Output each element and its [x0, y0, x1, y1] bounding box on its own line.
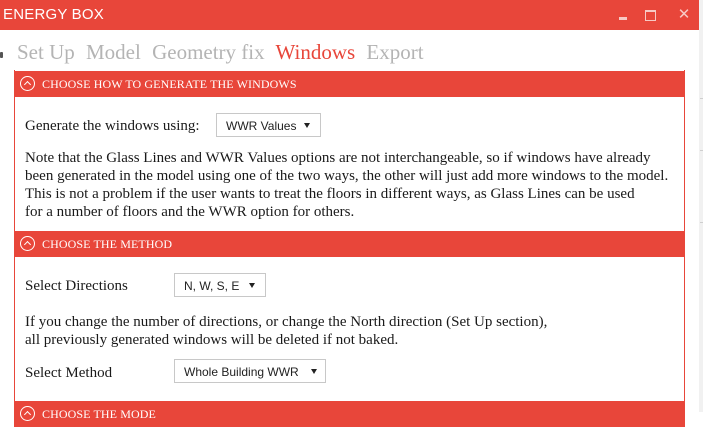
- chevron-up-icon: [20, 406, 35, 421]
- method-dropdown[interactable]: [174, 359, 326, 383]
- note-line: for a number of floors and the WWR option for others.: [25, 204, 355, 220]
- dropdown-value: N, W, S, E: [184, 279, 240, 293]
- note-line: been generated in the model using one of the two ways, the other will just add more windows to the model.: [25, 168, 669, 184]
- chevron-down-icon: [304, 123, 310, 128]
- chevron-up-icon: [20, 76, 35, 91]
- tab-geometry-fix[interactable]: Geometry fix: [152, 40, 265, 64]
- section-header-label: CHOOSE THE METHOD: [42, 237, 173, 251]
- minimize-icon[interactable]: [610, 0, 638, 30]
- directions-note: [25, 313, 547, 349]
- right-window-edge: [699, 0, 703, 412]
- note-line: This is not a problem if the user wants to treat the floors in different ways, as Glass Lines can be used: [25, 186, 635, 202]
- tab-model[interactable]: Model: [86, 40, 141, 64]
- directions-dropdown[interactable]: [174, 273, 266, 297]
- generate-windows-label: Generate the windows using:: [25, 118, 200, 134]
- tab-bar: [17, 40, 430, 66]
- note-line: If you change the number of directions, or change the North direction (Set Up section),: [25, 314, 548, 330]
- select-method-label: Select Method: [25, 365, 113, 381]
- chevron-down-icon: [249, 283, 255, 288]
- section-header-mode[interactable]: [14, 401, 685, 427]
- section-header-method[interactable]: [14, 231, 685, 257]
- section-header-label: CHOOSE HOW TO GENERATE THE WINDOWS: [42, 77, 297, 91]
- generate-note: [25, 149, 668, 221]
- dropdown-value: Whole Building WWR: [184, 365, 299, 379]
- generate-method-dropdown[interactable]: [216, 113, 321, 137]
- tab-set-up[interactable]: Set Up: [17, 40, 75, 64]
- note-line: Note that the Glass Lines and WWR Values options are not interchangeable, so if windows have already: [25, 150, 651, 166]
- tab-windows[interactable]: Windows: [275, 40, 356, 64]
- chevron-down-icon: [311, 369, 317, 374]
- left-edge-mark: [0, 52, 3, 58]
- note-line: all previously generated windows will be deleted if not baked.: [25, 332, 399, 348]
- tab-export[interactable]: Export: [366, 40, 424, 64]
- section-header-generate[interactable]: [14, 71, 685, 97]
- select-directions-label: Select Directions: [25, 278, 128, 294]
- dropdown-value: WWR Values: [226, 119, 297, 133]
- maximize-icon[interactable]: [636, 0, 664, 30]
- chevron-up-icon: [20, 236, 35, 251]
- title-bar: [0, 0, 699, 30]
- section-header-label: CHOOSE THE MODE: [42, 407, 156, 421]
- close-icon[interactable]: ✕: [677, 6, 691, 23]
- window-title: ENERGY BOX: [3, 6, 104, 23]
